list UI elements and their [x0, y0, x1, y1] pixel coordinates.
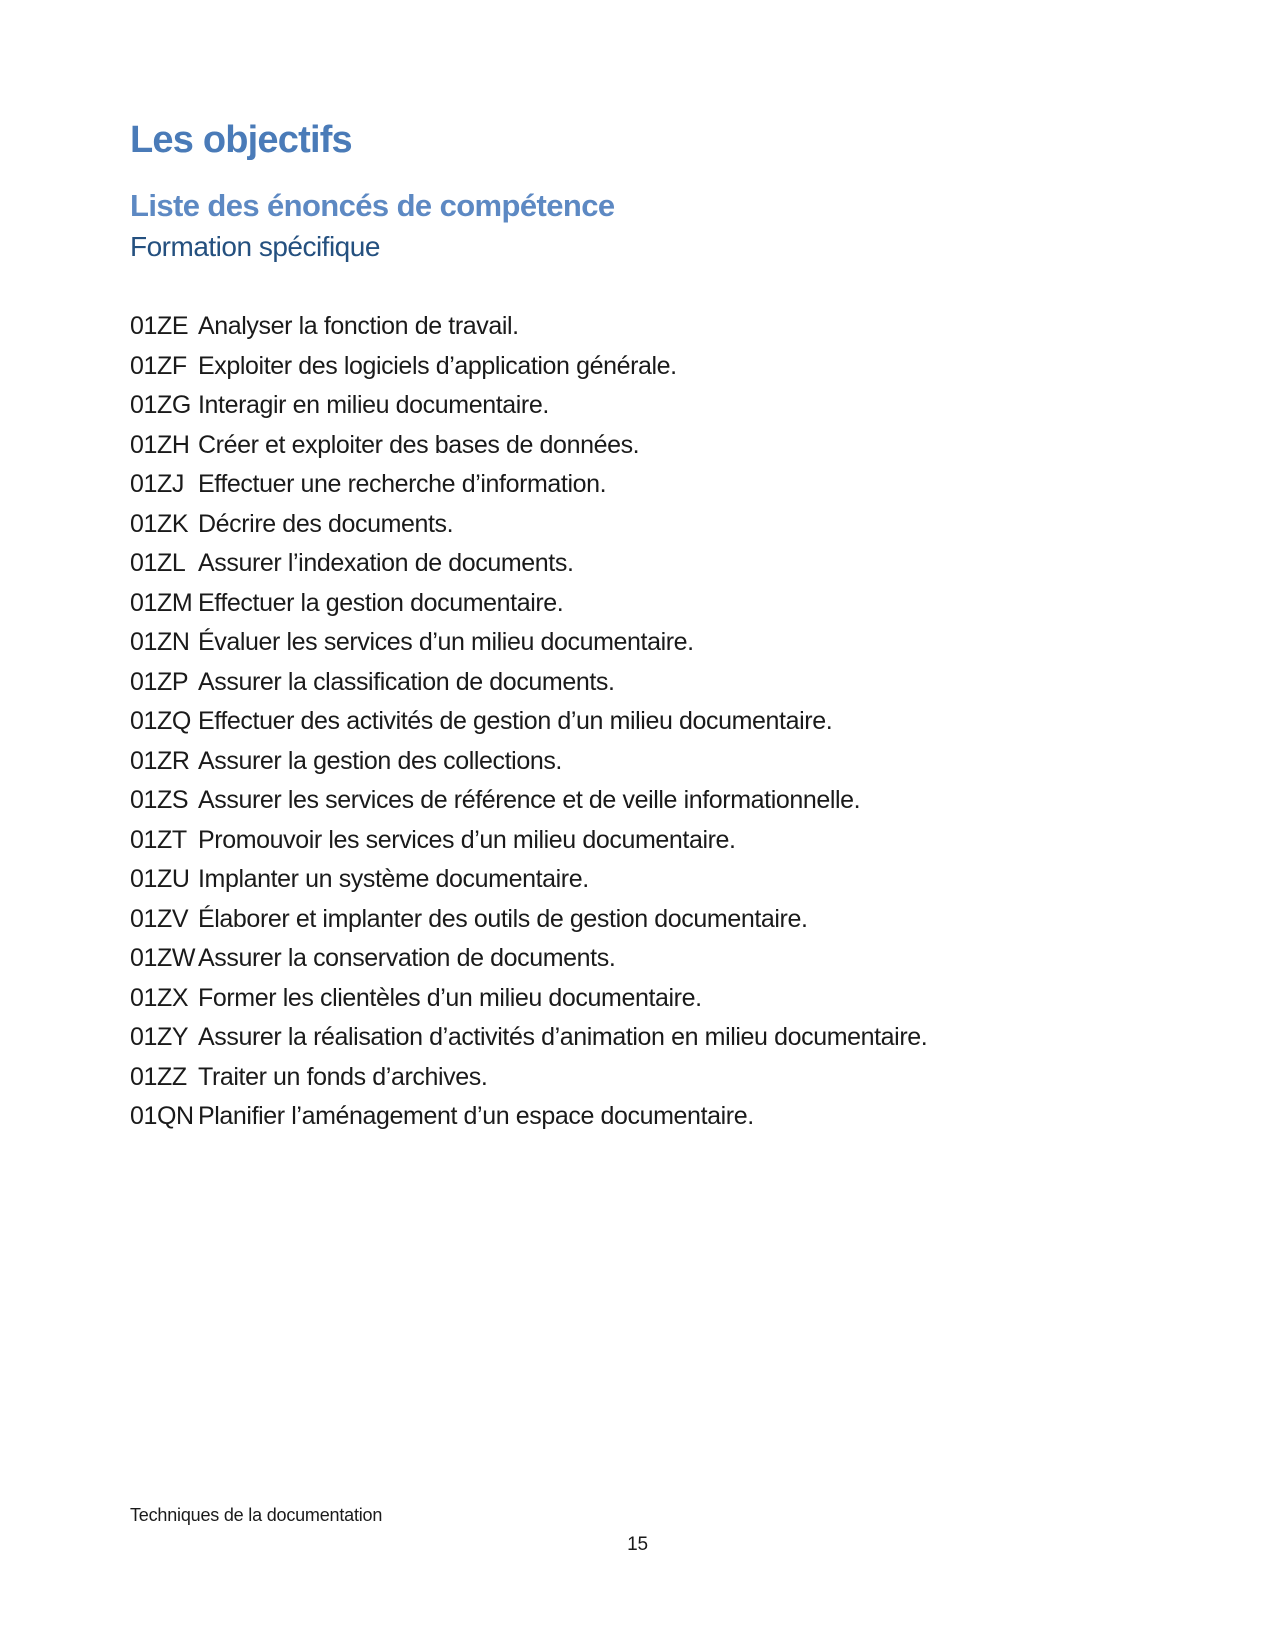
competency-description: Effectuer la gestion documentaire. [198, 588, 564, 617]
competency-row [130, 544, 1180, 584]
competency-description: Assurer la réalisation d’activités d’animation en milieu documentaire. [198, 1023, 928, 1051]
competency-code: 01ZN [130, 628, 190, 656]
competency-description: Exploiter des logiciels d’application générale. [198, 351, 677, 380]
competency-description: Évaluer les services d’un milieu documentaire. [198, 628, 694, 656]
page-title: Les objectifs [130, 119, 352, 161]
competency-code: 01ZT [130, 825, 187, 854]
competency-description: Analyser la fonction de travail. [198, 312, 519, 340]
competency-code: 01ZK [130, 509, 189, 538]
competency-code: 01ZZ [130, 1062, 187, 1091]
competency-description: Effectuer des activités de gestion d’un milieu documentaire. [198, 707, 833, 735]
competency-code: 01ZP [130, 667, 189, 696]
competency-code: 01ZV [130, 904, 189, 933]
competency-row [130, 900, 1180, 940]
competency-description: Assurer les services de référence et de veille informationnelle. [198, 786, 861, 814]
competency-row [130, 702, 1180, 742]
competency-code: 01ZE [130, 312, 189, 340]
competency-code: 01ZH [130, 430, 190, 459]
competency-description: Interagir en milieu documentaire. [198, 391, 549, 419]
competency-code: 01ZW [130, 944, 196, 972]
competency-row [130, 1097, 1180, 1137]
footer-page-number: 15 [627, 1534, 648, 1555]
competency-code: 01ZQ [130, 707, 191, 735]
competency-row [130, 979, 1180, 1019]
competency-code: 01ZL [130, 549, 186, 577]
competency-code: 01ZU [130, 865, 190, 893]
competency-row [130, 781, 1180, 821]
competency-code: 01ZY [130, 1023, 189, 1051]
competency-description: Créer et exploiter des bases de données. [198, 430, 640, 459]
competency-row [130, 821, 1180, 861]
competency-row [130, 1018, 1180, 1058]
competency-row [130, 347, 1180, 387]
competency-row [130, 465, 1180, 505]
competency-description: Décrire des documents. [198, 509, 454, 538]
competency-row [130, 386, 1180, 426]
competency-description: Former les clientèles d’un milieu documentaire. [198, 983, 702, 1012]
competency-row [130, 663, 1180, 703]
competency-code: 01ZX [130, 983, 189, 1012]
section-heading-formation-specifique: Formation spécifique [130, 231, 380, 262]
competency-code: 01ZS [130, 786, 189, 814]
competency-row [130, 1058, 1180, 1098]
competency-code: 01ZM [130, 588, 193, 617]
competency-description: Assurer la classification de documents. [198, 667, 615, 696]
footer-program-name: Techniques de la documentation [130, 1505, 383, 1525]
competency-description: Promouvoir les services d’un milieu documentaire. [198, 825, 736, 854]
competency-description: Élaborer et implanter des outils de gestion documentaire. [198, 904, 808, 933]
competency-code: 01ZF [130, 351, 187, 380]
competency-description: Implanter un système documentaire. [198, 865, 589, 893]
competency-description: Assurer la gestion des collections. [198, 746, 562, 775]
competency-list-heading: Liste des énoncés de compétence [130, 188, 615, 223]
competency-description: Traiter un fonds d’archives. [198, 1062, 488, 1091]
competency-row [130, 742, 1180, 782]
competency-row [130, 426, 1180, 466]
competency-row [130, 307, 1180, 347]
competency-description: Assurer l’indexation de documents. [198, 549, 574, 577]
competency-code: 01QN [130, 1102, 194, 1130]
competency-row [130, 505, 1180, 545]
competency-description: Planifier l’aménagement d’un espace documentaire. [198, 1102, 754, 1130]
competency-row [130, 939, 1180, 979]
competency-row [130, 860, 1180, 900]
competency-code: 01ZG [130, 391, 191, 419]
competency-row [130, 623, 1180, 663]
competency-code: 01ZR [130, 746, 190, 775]
competency-row [130, 584, 1180, 624]
competency-code: 01ZJ [130, 470, 184, 498]
competency-description: Assurer la conservation de documents. [198, 944, 616, 972]
competency-description: Effectuer une recherche d’information. [198, 470, 607, 498]
competency-list [130, 307, 1180, 1137]
